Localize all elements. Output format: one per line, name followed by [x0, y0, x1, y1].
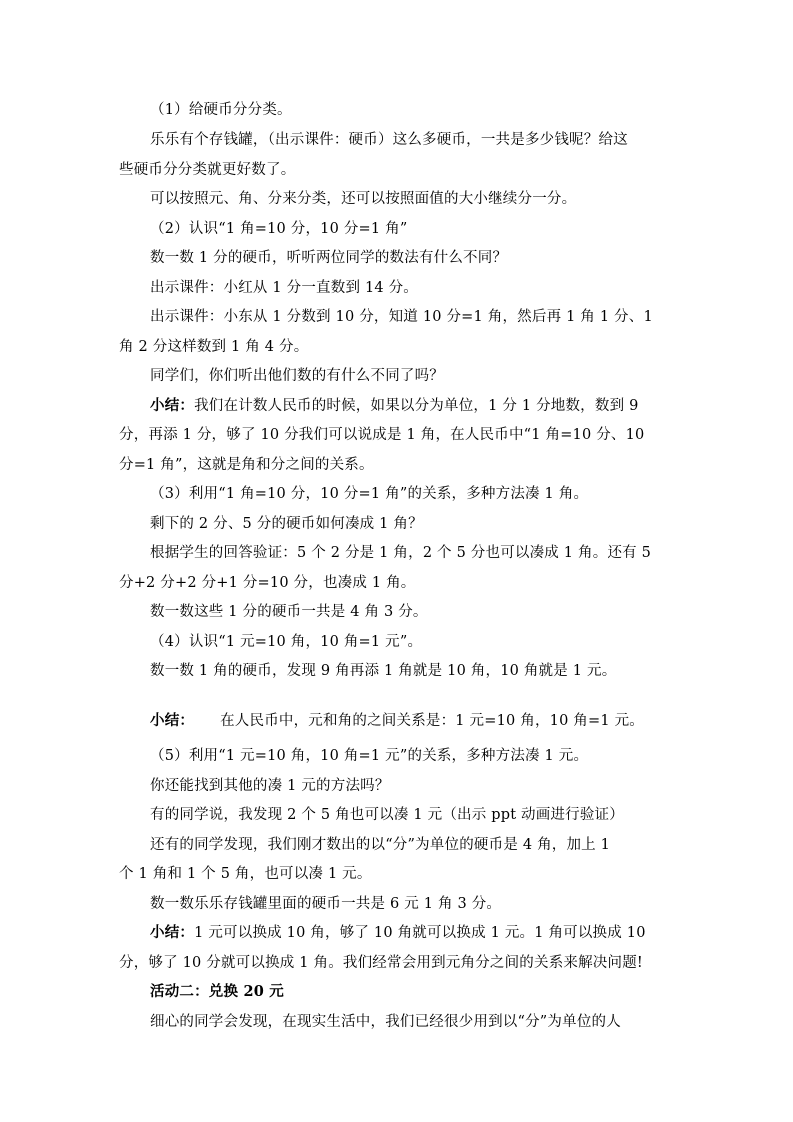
- paragraph-line: 数一数 1 角的硬币，发现 9 角再添 1 角就是 10 角，10 角就是 1 元。: [150, 663, 617, 679]
- paragraph-line: 乐乐有个存钱罐，（出示课件：硬币）这么多硬币，一共是多少钱呢？给这: [150, 132, 628, 148]
- paragraph-line: 分+2 分+2 分+1 分=10 分，也凑成 1 角。: [119, 575, 416, 591]
- paragraph-line: 分，够了 10 分就可以换成 1 角。我们经常会用到元角分之间的关系来解决问题!: [119, 955, 643, 971]
- paragraph-line: 你还能找到其他的凑 1 元的方法吗？: [150, 778, 390, 794]
- summary-paragraph: [150, 396, 639, 416]
- summary-text: 在人民币中，元和角的之间关系是：1 元=10 角，10 角=1 元。: [220, 713, 644, 729]
- summary-label: 小结：: [150, 924, 195, 941]
- paragraph-line: 分=1 角”，这就是角和分之间的关系。: [119, 457, 374, 473]
- paragraph-line: 数一数乐乐存钱罐里面的硬币一共是 6 元 1 角 3 分。: [150, 896, 502, 912]
- summary-paragraph: [150, 923, 646, 943]
- summary-text: 1 元可以换成 10 角，够了 10 角就可以换成 1 元。1 角可以换成 10: [194, 925, 646, 941]
- summary-paragraph: [150, 711, 644, 731]
- paragraph-line: 同学们，你们听出他们数的有什么不同了吗？: [150, 368, 444, 384]
- paragraph-line: 出示课件：小东从 1 分数到 10 分，知道 10 分=1 角，然后再 1 角 1 分、1: [150, 309, 653, 325]
- paragraph-line: 角 2 分这样数到 1 角 4 分。: [119, 339, 309, 355]
- paragraph-line: 有的同学说，我发现 2 个 5 角也可以凑 1 元（出示 ppt 动画进行验证）: [150, 807, 624, 823]
- summary-label: 小结：: [150, 712, 195, 729]
- section-2-heading: （2）认识“1 角=10 分，10 分=1 角”: [150, 221, 408, 237]
- section-4-heading: （4）认识“1 元=10 角，10 角=1 元”。: [150, 634, 423, 650]
- paragraph-line: 些硬币分分类就更好数了。: [119, 162, 296, 178]
- paragraph-line: 数一数 1 分的硬币，听听两位同学的数法有什么不同？: [150, 250, 508, 266]
- paragraph-line: 剩下的 2 分、5 分的硬币如何凑成 1 角？: [150, 516, 423, 532]
- section-3-heading: （3）利用“1 角=10 分，10 分=1 角”的关系，多种方法凑 1 角。: [150, 486, 589, 502]
- paragraph-line: 分，再添 1 分，够了 10 分我们可以说成是 1 角，在人民币中“1 角=10 分、10: [119, 427, 645, 443]
- section-1-heading: （1）给硬币分分类。: [150, 102, 292, 118]
- paragraph-line: 根据学生的回答验证：5 个 2 分是 1 角，2 个 5 分也可以凑成 1 角。还有 5: [150, 545, 652, 561]
- paragraph-line: 还有的同学发现，我们刚才数出的以“分”为单位的硬币是 4 角，加上 1: [150, 837, 611, 853]
- paragraph-line: 细心的同学会发现，在现实生活中，我们已经很少用到以“分”为单位的人: [150, 1014, 621, 1030]
- paragraph-line: 个 1 角和 1 个 5 角，也可以凑 1 元。: [119, 866, 372, 882]
- section-5-heading: （5）利用“1 元=10 角，10 角=1 元”的关系，多种方法凑 1 元。: [150, 748, 589, 764]
- summary-text: 我们在计数人民币的时候，如果以分为单位，1 分 1 分地数，数到 9: [194, 398, 639, 414]
- paragraph-line: 数一数这些 1 分的硬币一共是 4 角 3 分。: [150, 604, 428, 620]
- paragraph-line: 可以按照元、角、分来分类，还可以按照面值的大小继续分一分。: [150, 191, 577, 207]
- summary-label: 小结：: [150, 397, 195, 414]
- activity-heading: 活动二：兑换 20 元: [150, 983, 284, 1000]
- paragraph-line: 出示课件：小红从 1 分一直数到 14 分。: [150, 280, 419, 296]
